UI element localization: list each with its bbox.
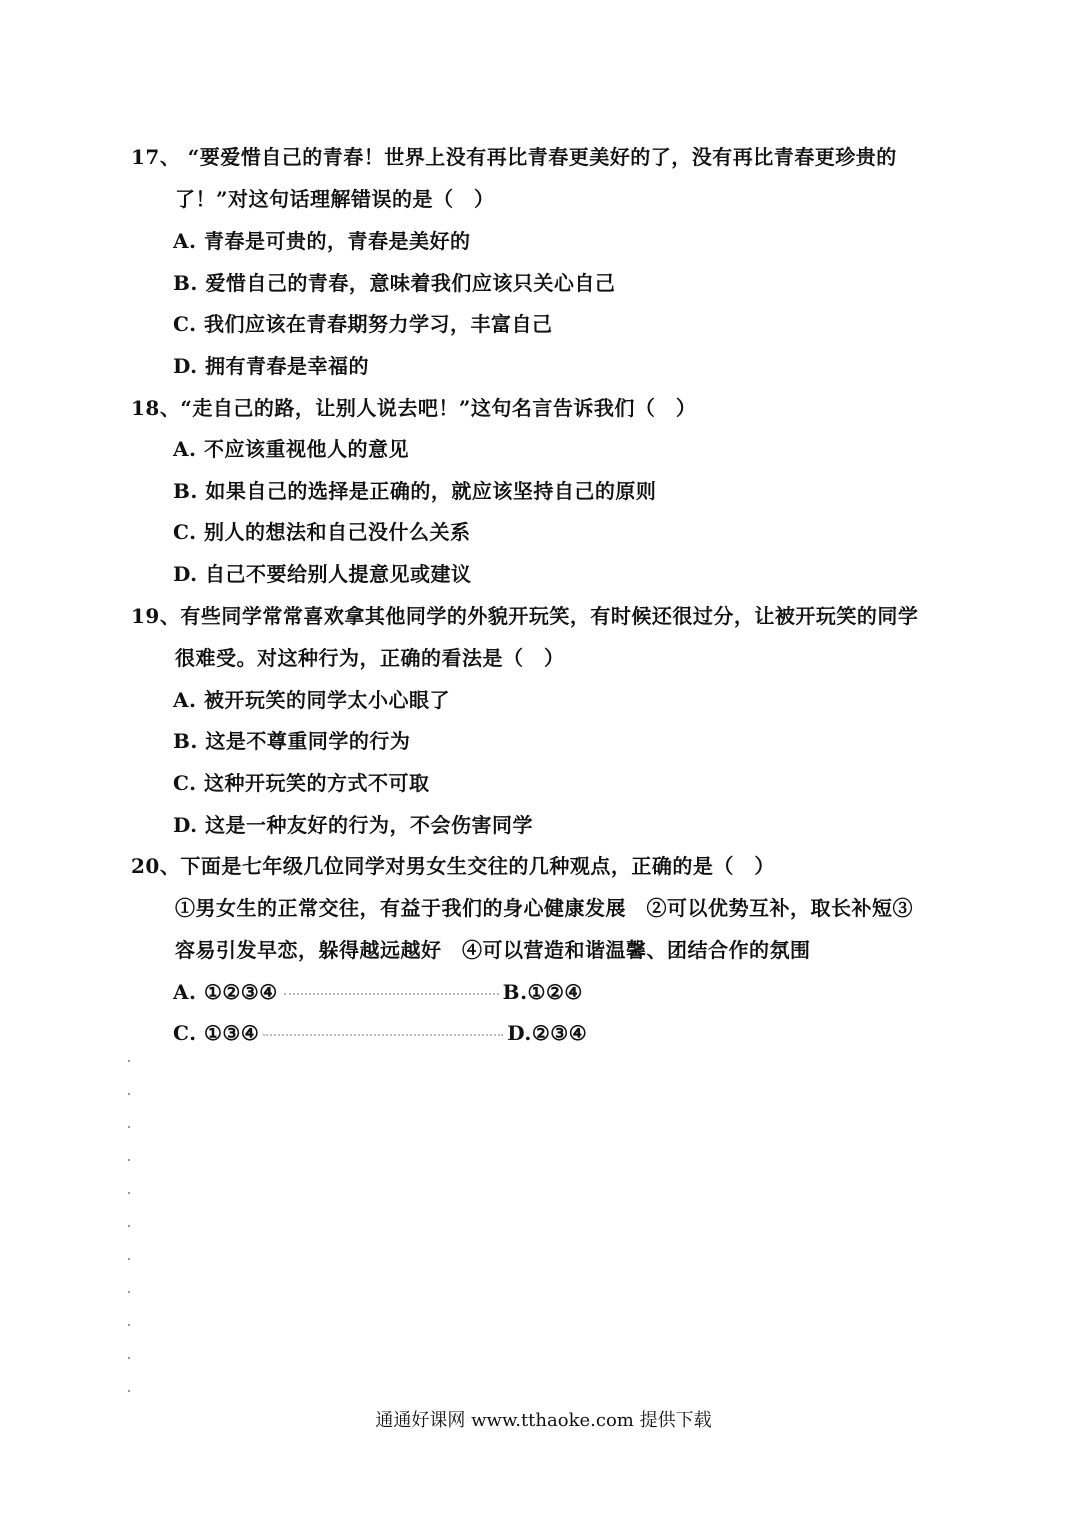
question-18-stem-line1 bbox=[131, 394, 696, 422]
question-19-option-b: B. 这是不尊重同学的行为 bbox=[173, 729, 411, 753]
question-number: 19、 bbox=[131, 604, 181, 628]
question-19-option-d: D. 这是一种友好的行为，不会伤害同学 bbox=[173, 813, 534, 837]
question-text: 有些同学常常喜欢拿其他同学的外貌开玩笑，有时候还很过分，让被开玩笑的同学 bbox=[180, 604, 919, 628]
dotted-leader bbox=[284, 993, 499, 995]
margin-dots bbox=[128, 1060, 134, 1400]
margin-dot bbox=[128, 1324, 130, 1326]
question-19-option-a: A. 被开玩笑的同学太小心眼了 bbox=[173, 688, 450, 712]
question-19-option-c: C. 这种开玩笑的方式不可取 bbox=[173, 771, 430, 795]
question-number: 20、 bbox=[131, 854, 181, 878]
dotted-leader bbox=[263, 1034, 503, 1036]
margin-dot bbox=[128, 1126, 130, 1128]
question-20-options-row2 bbox=[173, 1019, 587, 1047]
question-20-options-row1 bbox=[173, 978, 583, 1006]
margin-dot bbox=[128, 1225, 130, 1227]
margin-dot bbox=[128, 1192, 130, 1194]
question-text: 下面是七年级几位同学对男女生交往的几种观点，正确的是（ ） bbox=[180, 854, 775, 878]
margin-dot bbox=[128, 1159, 130, 1161]
margin-dot bbox=[128, 1390, 130, 1392]
question-18-option-d: D. 自己不要给别人提意见或建议 bbox=[173, 562, 472, 586]
question-18-option-a: A. 不应该重视他人的意见 bbox=[173, 437, 409, 461]
margin-dot bbox=[128, 1060, 130, 1062]
question-20-option-b: B.①②④ bbox=[502, 980, 583, 1004]
question-20-stem-line1 bbox=[131, 852, 775, 880]
question-17-option-d: D. 拥有青春是幸福的 bbox=[173, 354, 370, 378]
question-20-body-line1: ①男女生的正常交往，有益于我们的身心健康发展 ②可以优势互补，取长补短③ bbox=[175, 896, 913, 920]
question-number: 17、 bbox=[131, 145, 181, 169]
question-text: “要爱惜自己的青春！世界上没有再比青春更美好的了，没有再比青春更珍贵的 bbox=[180, 145, 897, 169]
margin-dot bbox=[128, 1291, 130, 1293]
question-17-option-a: A. 青春是可贵的，青春是美好的 bbox=[173, 229, 471, 253]
margin-dot bbox=[128, 1357, 130, 1359]
question-20-option-c: C. ①③④ bbox=[173, 1021, 260, 1045]
question-number: 18、 bbox=[131, 396, 181, 420]
page-footer: 通通好课网 www.tthaoke.com 提供下载 bbox=[375, 1410, 712, 1431]
question-20-option-d: D.②③④ bbox=[507, 1021, 588, 1045]
question-20-body-line2: 容易引发早恋，躲得越远越好 ④可以营造和谐温馨、团结合作的氛围 bbox=[175, 938, 811, 962]
question-18-option-b: B. 如果自己的选择是正确的，就应该坚持自己的原则 bbox=[173, 479, 657, 503]
margin-dot bbox=[128, 1093, 130, 1095]
question-text: “走自己的路，让别人说去吧！”这句名言告诉我们（ ） bbox=[180, 396, 697, 420]
question-17-stem-line2: 了！”对这句话理解错误的是（ ） bbox=[175, 187, 495, 211]
question-17-stem-line1 bbox=[131, 143, 897, 171]
question-18-option-c: C. 别人的想法和自己没什么关系 bbox=[173, 520, 471, 544]
question-17-option-c: C. 我们应该在青春期努力学习，丰富自己 bbox=[173, 312, 553, 336]
question-19-stem-line2: 很难受。对这种行为，正确的看法是（ ） bbox=[175, 646, 565, 670]
question-17-option-b: B. 爱惜自己的青春，意味着我们应该只关心自己 bbox=[173, 271, 616, 295]
question-20-option-a: A. ①②③④ bbox=[173, 980, 278, 1004]
question-19-stem-line1 bbox=[131, 602, 918, 630]
margin-dot bbox=[128, 1258, 130, 1260]
